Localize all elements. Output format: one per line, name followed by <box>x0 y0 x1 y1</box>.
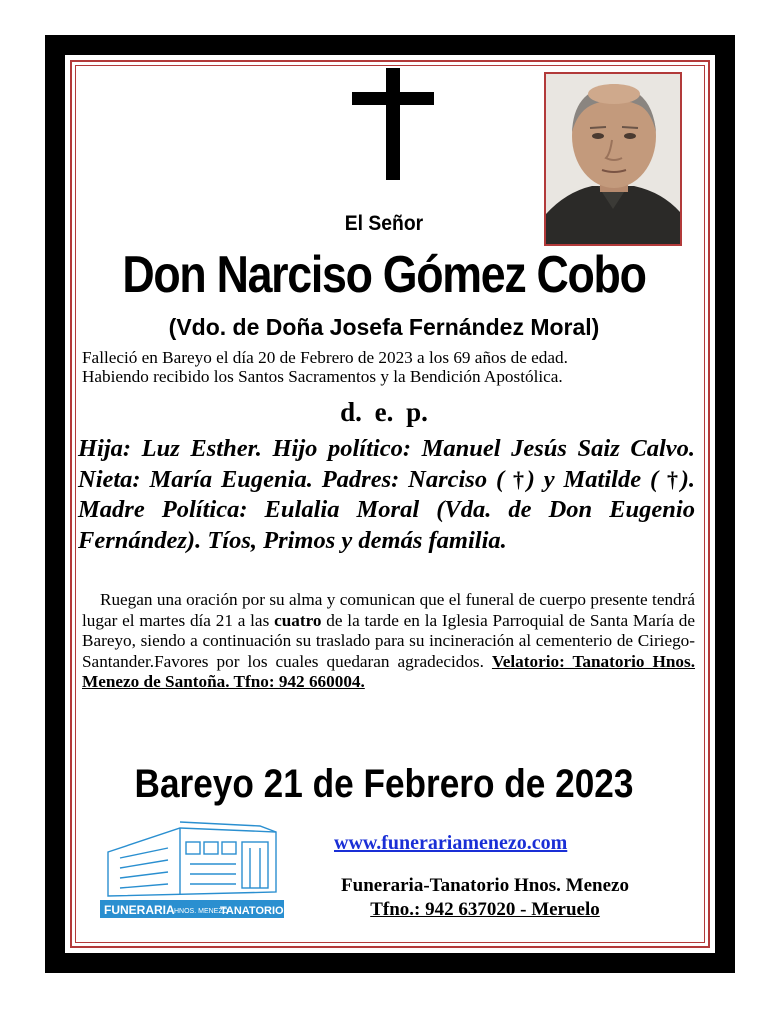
website-link[interactable]: www.funerariamenezo.com <box>334 832 568 854</box>
family-text-2: ) y Matilde ( <box>526 465 667 493</box>
title-prefix: El Señor <box>344 212 424 235</box>
company-phone-text: Tfno.: 942 637020 - Meruelo <box>370 899 600 920</box>
company-name: Funeraria-Tanatorio Hnos. Menezo <box>341 875 629 896</box>
death-info <box>82 348 695 386</box>
cross-icon <box>352 68 434 180</box>
funeral-home-logo <box>100 812 284 922</box>
place-date: Bareyo 21 de Febrero de 2023 <box>134 762 634 806</box>
family-text-1: Hija: Luz Esther. Hijo político: Manuel Jesús Saiz Calvo. Nieta: María Eugenia. Padres: Narciso ( <box>78 435 695 493</box>
small-cross-icon: † <box>666 466 681 492</box>
dep-heading: d. e. p. <box>340 397 428 427</box>
family-text-3: ). Madre Política: Eulalia Moral (Vda. de Don Eugenio Fernández). Tíos, Primos y demás familia. <box>78 465 696 554</box>
death-info-line2: Habiendo recibido los Santos Sacramentos y la Bendición Apostólica. <box>82 367 563 386</box>
funeral-text-1: Ruegan una oración por su alma y comunican que el funeral de cuerpo presente tendrá lugar el martes día 21 a las <box>82 590 695 630</box>
company-phone <box>305 898 665 922</box>
small-cross-icon: † <box>512 466 527 492</box>
funeral-time: cuatro <box>274 610 322 630</box>
funeral-text-2: de la tarde en la Iglesia Parroquial de Santa María de Bareyo, siendo a continuación su traslado para su incineración al cementerio de Ciriego-Santander.Favores por los cuales quedaran agradecidos. <box>82 610 695 671</box>
logo-text-mid: HNOS. MENEZO <box>174 908 229 915</box>
logo-text-left: FUNERARIA <box>104 903 175 917</box>
widower-note: (Vdo. de Doña Josefa Fernández Moral) <box>168 314 600 340</box>
death-info-line1: Falleció en Bareyo el día 20 de Febrero de 2023 a los 69 años de edad. <box>82 348 568 367</box>
wake-info: Velatorio: Tanatorio Hnos. Menezo de Santoña. Tfno: 942 660004. <box>82 651 696 691</box>
deceased-name: Don Narciso Gómez Cobo <box>122 246 646 304</box>
funeral-info <box>82 590 695 693</box>
family-list <box>78 434 695 556</box>
logo-text-right: TANATORIO <box>220 905 284 917</box>
